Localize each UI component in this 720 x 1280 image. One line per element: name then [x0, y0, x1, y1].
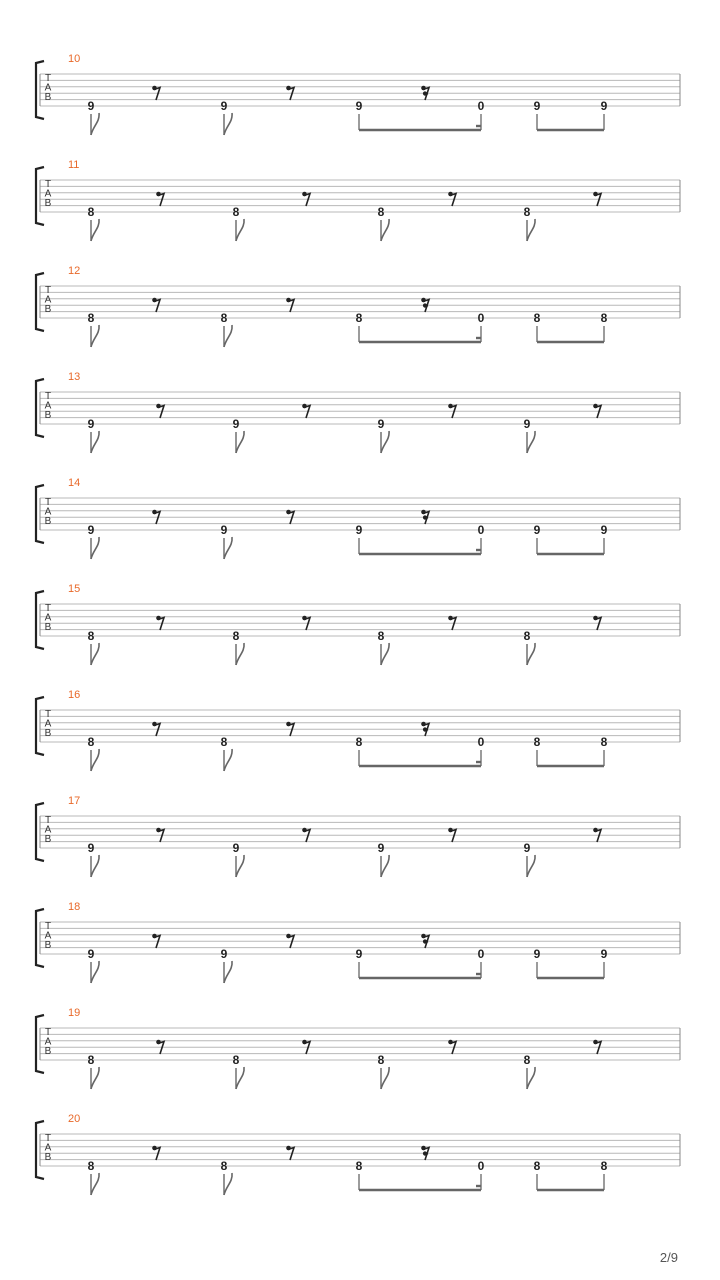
fret-number: 0: [477, 311, 485, 325]
tab-clef-letter: T: [44, 815, 52, 826]
tab-clef-letter: B: [44, 410, 52, 421]
tab-system: [36, 795, 680, 877]
measure-number: 19: [68, 1007, 81, 1019]
note-flag: [381, 219, 389, 241]
tab-system: [36, 583, 680, 665]
tab-clef-letter: A: [44, 930, 52, 942]
tab-clef-letter: B: [44, 1152, 52, 1163]
note-flag: [527, 1067, 535, 1089]
tab-clef-letter: T: [44, 921, 52, 932]
tab-clef-letter: A: [44, 718, 52, 730]
note-flag: [527, 855, 535, 877]
measure-number: 10: [68, 53, 81, 65]
tab-clef-letter: T: [44, 709, 52, 720]
fret-number: 9: [377, 417, 385, 431]
fret-number: 0: [477, 947, 485, 961]
tab-clef-letter: B: [44, 516, 52, 527]
tab-clef-letter: B: [44, 198, 52, 209]
note-flag: [224, 113, 232, 135]
note-flag: [91, 537, 99, 559]
measure-number: 14: [68, 477, 81, 489]
note-flag: [236, 219, 244, 241]
tab-system: [36, 1007, 680, 1089]
tab-system: [36, 1113, 680, 1195]
measure-number: 17: [68, 795, 81, 807]
measure-number: 11: [68, 159, 80, 171]
fret-number: 9: [87, 417, 95, 431]
fret-number: 9: [533, 947, 541, 961]
tab-clef-letter: T: [44, 1133, 52, 1144]
fret-number: 8: [232, 629, 240, 643]
note-flag: [527, 643, 535, 665]
tab-clef-letter: B: [44, 940, 52, 951]
note-flag: [91, 749, 99, 771]
fret-number: 8: [600, 735, 608, 749]
fret-number: 9: [600, 523, 608, 537]
tab-clef-letter: B: [44, 834, 52, 845]
fret-number: 8: [87, 1053, 95, 1067]
fret-number: 9: [355, 523, 363, 537]
fret-number: 8: [87, 205, 95, 219]
note-flag: [381, 1067, 389, 1089]
tab-system: [36, 159, 680, 241]
fret-number: 9: [87, 841, 95, 855]
fret-number: 9: [232, 417, 240, 431]
tab-clef-letter: B: [44, 304, 52, 315]
measure-number: 13: [68, 371, 81, 383]
fret-number: 8: [355, 735, 363, 749]
note-flag: [224, 961, 232, 983]
fret-number: 8: [523, 1053, 531, 1067]
note-flag: [91, 1067, 99, 1089]
fret-number: 0: [477, 1159, 485, 1173]
fret-number: 9: [523, 417, 531, 431]
tab-clef-letter: A: [44, 188, 52, 200]
note-flag: [91, 855, 99, 877]
tab-clef-letter: B: [44, 1046, 52, 1057]
tab-system: [36, 477, 680, 559]
fret-number: 8: [220, 735, 228, 749]
note-flag: [91, 431, 99, 453]
note-flag: [236, 1067, 244, 1089]
tab-system: [36, 371, 680, 453]
note-flag: [224, 1173, 232, 1195]
measure-number: 20: [68, 1113, 81, 1125]
note-flag: [381, 855, 389, 877]
fret-number: 9: [377, 841, 385, 855]
page-number: 2/9: [659, 1250, 678, 1265]
note-flag: [381, 643, 389, 665]
note-flag: [91, 325, 99, 347]
note-flag: [236, 643, 244, 665]
fret-number: 9: [533, 99, 541, 113]
tab-system: [36, 689, 680, 771]
fret-number: 9: [87, 99, 95, 113]
tab-clef-letter: T: [44, 73, 52, 84]
tab-system: [36, 901, 680, 983]
fret-number: 8: [232, 1053, 240, 1067]
tab-clef-letter: B: [44, 92, 52, 103]
tab-clef-letter: A: [44, 82, 52, 94]
note-flag: [236, 855, 244, 877]
tab-system: [36, 53, 680, 135]
fret-number: 8: [87, 735, 95, 749]
tab-clef-letter: B: [44, 728, 52, 739]
fret-number: 8: [533, 735, 541, 749]
measure-number: 12: [68, 265, 81, 277]
fret-number: 9: [232, 841, 240, 855]
tab-clef-letter: A: [44, 506, 52, 518]
tab-clef-letter: T: [44, 285, 52, 296]
tab-clef-letter: T: [44, 603, 52, 614]
fret-number: 8: [355, 311, 363, 325]
fret-number: 8: [523, 629, 531, 643]
fret-number: 8: [533, 311, 541, 325]
fret-number: 8: [523, 205, 531, 219]
fret-number: 8: [377, 629, 385, 643]
note-flag: [91, 113, 99, 135]
tab-clef-letter: T: [44, 1027, 52, 1038]
tab-system: [36, 265, 680, 347]
fret-number: 8: [220, 311, 228, 325]
measure-number: 16: [68, 689, 81, 701]
tab-clef-letter: A: [44, 1142, 52, 1154]
tab-clef-letter: T: [44, 179, 52, 190]
note-flag: [91, 1173, 99, 1195]
fret-number: 9: [220, 523, 228, 537]
fret-number: 9: [533, 523, 541, 537]
note-flag: [91, 961, 99, 983]
fret-number: 9: [220, 99, 228, 113]
note-flag: [91, 643, 99, 665]
fret-number: 8: [87, 629, 95, 643]
measure-number: 18: [68, 901, 81, 913]
fret-number: 0: [477, 99, 485, 113]
note-flag: [224, 325, 232, 347]
fret-number: 8: [600, 1159, 608, 1173]
tab-clef-letter: A: [44, 612, 52, 624]
fret-number: 0: [477, 523, 485, 537]
note-flag: [236, 431, 244, 453]
fret-number: 8: [87, 311, 95, 325]
fret-number: 9: [523, 841, 531, 855]
note-flag: [527, 219, 535, 241]
tab-clef-letter: T: [44, 391, 52, 402]
fret-number: 9: [600, 947, 608, 961]
fret-number: 9: [220, 947, 228, 961]
tab-clef-letter: B: [44, 622, 52, 633]
fret-number: 9: [355, 99, 363, 113]
fret-number: 8: [87, 1159, 95, 1173]
fret-number: 8: [355, 1159, 363, 1173]
tab-clef-letter: A: [44, 1036, 52, 1048]
fret-number: 8: [377, 1053, 385, 1067]
fret-number: 8: [533, 1159, 541, 1173]
tab-clef-letter: A: [44, 824, 52, 836]
fret-number: 9: [355, 947, 363, 961]
note-flag: [91, 219, 99, 241]
fret-number: 8: [232, 205, 240, 219]
note-flag: [527, 431, 535, 453]
note-flag: [381, 431, 389, 453]
fret-number: 0: [477, 735, 485, 749]
measure-number: 15: [68, 583, 81, 595]
tab-clef-letter: T: [44, 497, 52, 508]
tab-clef-letter: A: [44, 400, 52, 412]
note-flag: [224, 749, 232, 771]
fret-number: 9: [600, 99, 608, 113]
fret-number: 9: [87, 947, 95, 961]
note-flag: [224, 537, 232, 559]
fret-number: 8: [377, 205, 385, 219]
tab-clef-letter: A: [44, 294, 52, 306]
fret-number: 9: [87, 523, 95, 537]
fret-number: 8: [600, 311, 608, 325]
fret-number: 8: [220, 1159, 228, 1173]
